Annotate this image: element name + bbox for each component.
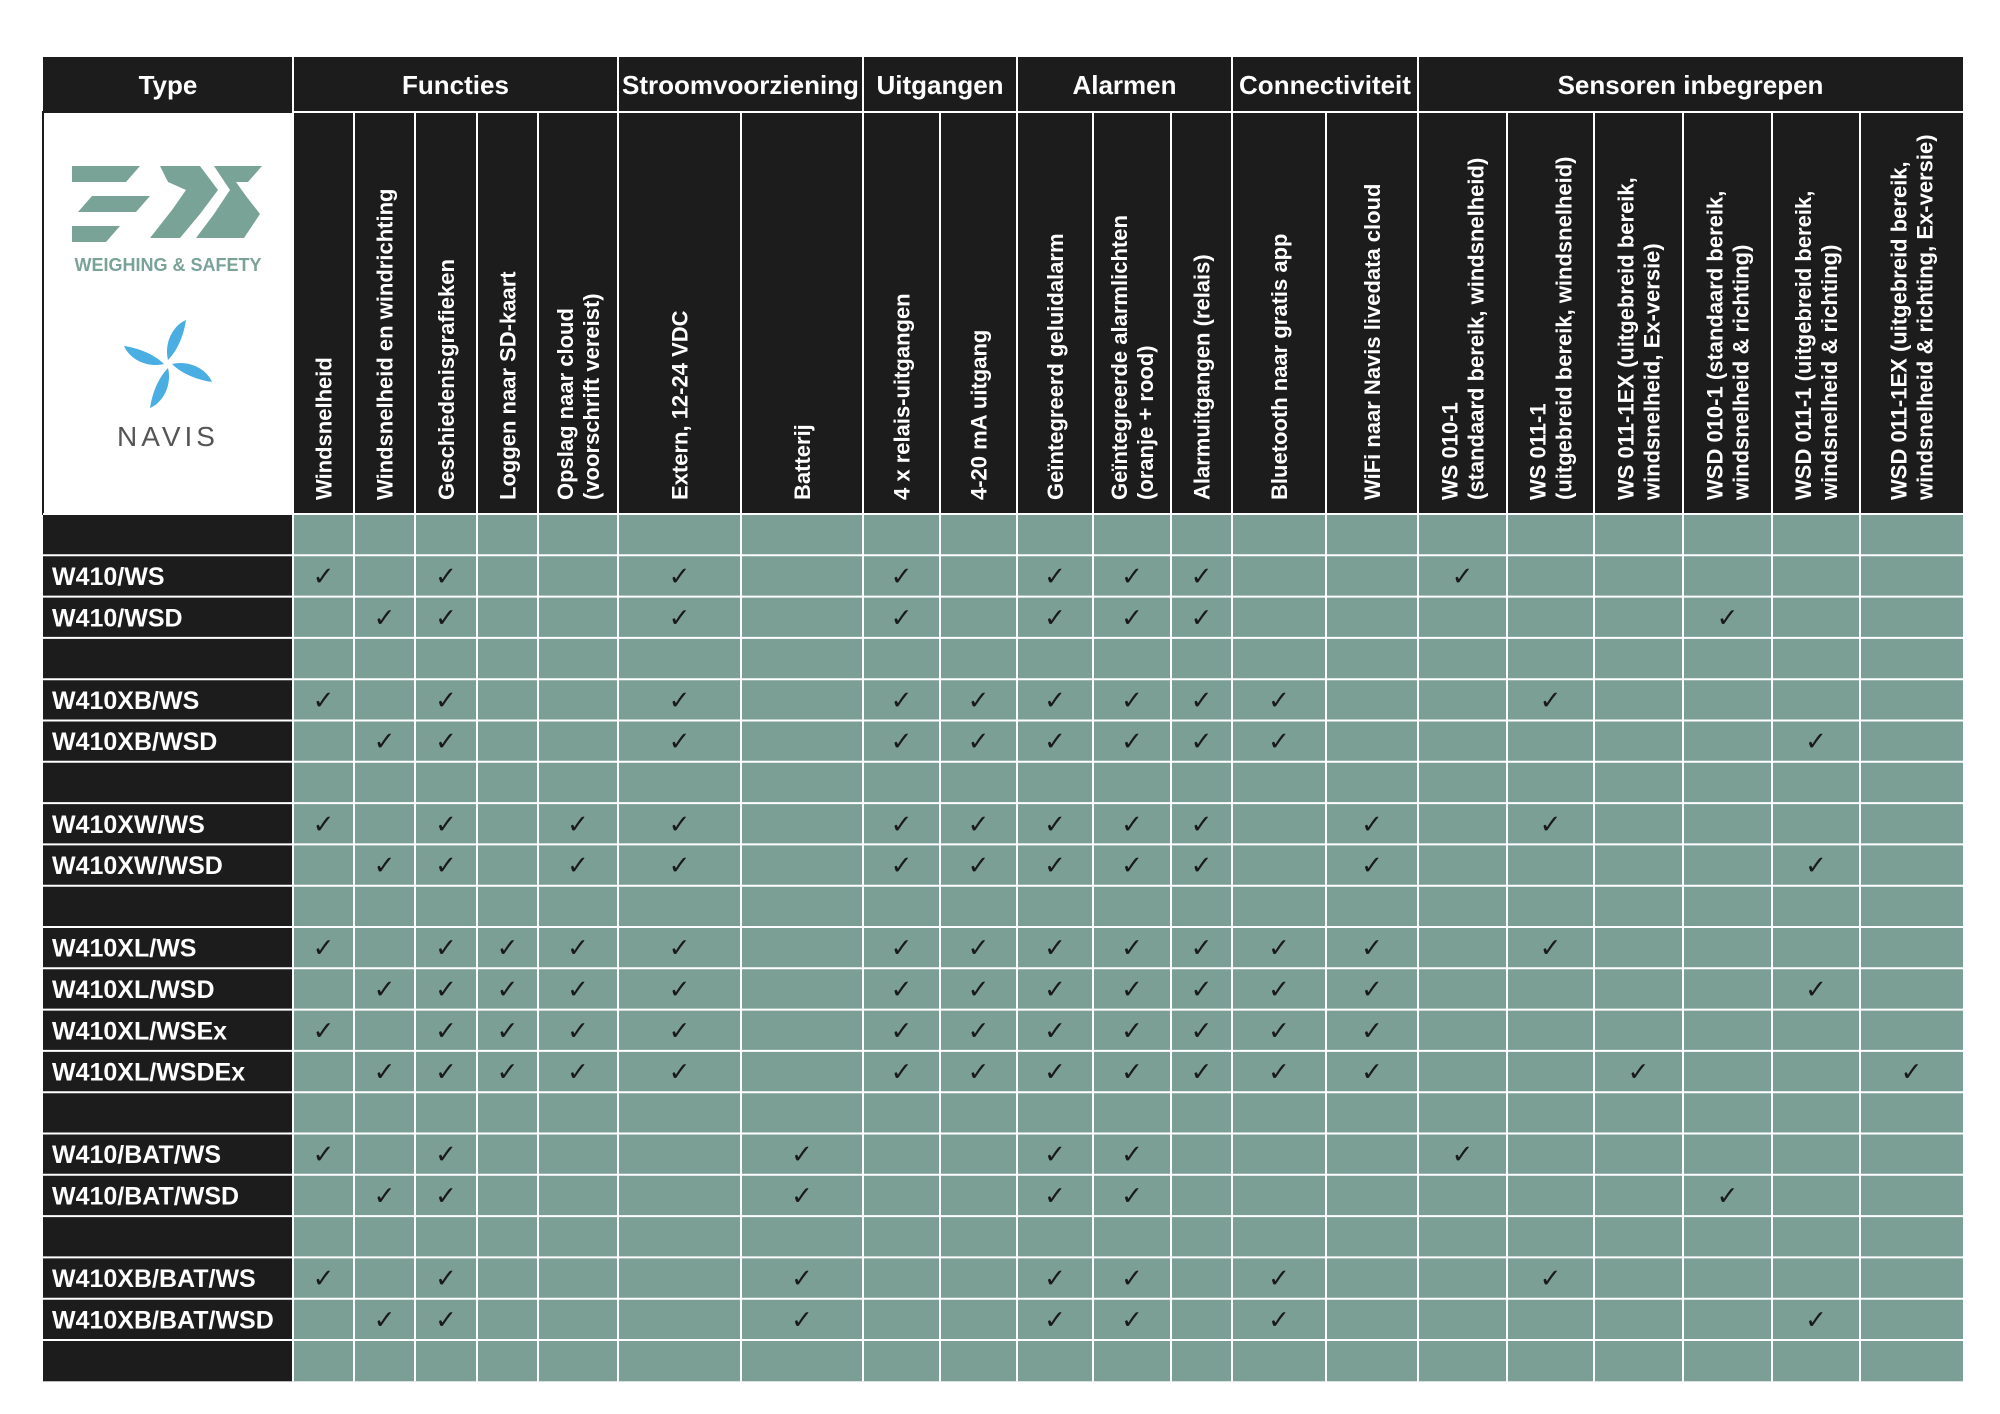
check-mark: ✓ <box>890 850 913 881</box>
check-mark: ✓ <box>1539 808 1562 839</box>
check-mark: ✓ <box>668 808 691 839</box>
row-label: W410XW/WSD <box>52 852 223 881</box>
row-label: W410/BAT/WSD <box>52 1182 240 1211</box>
check-mark: ✓ <box>1268 973 1290 1004</box>
check-mark: ✓ <box>1044 808 1066 839</box>
column-header-label: WiFi naar Navis livedata cloud <box>1360 183 1385 500</box>
column-header-label: WS 011-1EX (uitgebreid bereik, <box>1613 177 1639 500</box>
row-label: W410/WSD <box>52 604 183 633</box>
check-mark: ✓ <box>668 560 691 591</box>
check-mark: ✓ <box>967 1056 990 1087</box>
row-label: W410XL/WS <box>52 934 197 963</box>
row-label: W410/WS <box>52 562 165 591</box>
check-mark: ✓ <box>1190 973 1213 1004</box>
check-mark: ✓ <box>435 973 457 1004</box>
column-header-label: Loggen naar SD-kaart <box>495 271 521 500</box>
check-mark: ✓ <box>890 726 913 757</box>
check-mark: ✓ <box>1268 684 1290 715</box>
check-mark: ✓ <box>567 1056 589 1087</box>
check-mark: ✓ <box>967 1015 990 1046</box>
column-header-label: (voorschrift vereist) <box>579 293 604 500</box>
check-mark: ✓ <box>312 560 335 591</box>
check-mark: ✓ <box>373 1056 396 1087</box>
check-mark: ✓ <box>312 1263 335 1294</box>
check-mark: ✓ <box>1044 1015 1066 1046</box>
check-mark: ✓ <box>1121 1056 1143 1087</box>
check-mark: ✓ <box>890 684 913 715</box>
check-mark: ✓ <box>1361 1056 1383 1087</box>
check-mark: ✓ <box>435 808 457 839</box>
check-mark: ✓ <box>1805 850 1827 881</box>
check-mark: ✓ <box>1121 1304 1143 1335</box>
check-mark: ✓ <box>435 1180 457 1211</box>
column-header-label: Geschiedenisgrafieken <box>434 259 459 500</box>
check-mark: ✓ <box>435 1139 457 1170</box>
check-mark: ✓ <box>1121 684 1143 715</box>
row-label: W410XL/WSD <box>52 975 215 1004</box>
check-mark: ✓ <box>435 850 457 881</box>
check-mark: ✓ <box>435 1304 457 1335</box>
check-mark: ✓ <box>1190 850 1213 881</box>
check-mark: ✓ <box>1121 1139 1143 1170</box>
group-header: Alarmen <box>1072 70 1177 100</box>
column-header-label: Opslag naar cloud <box>553 308 578 500</box>
column-header-label: windsnelheid & richting, Ex-versie) <box>1912 134 1938 500</box>
check-mark: ✓ <box>435 1056 457 1087</box>
check-mark: ✓ <box>1451 560 1474 591</box>
check-mark: ✓ <box>668 932 691 963</box>
column-header-label: WSD 011-1EX (uitgebreid bereik, <box>1886 161 1912 500</box>
matrix-grid <box>43 57 1963 1381</box>
check-mark: ✓ <box>1805 973 1827 1004</box>
check-mark: ✓ <box>1044 1304 1066 1335</box>
check-mark: ✓ <box>1268 726 1290 757</box>
check-mark: ✓ <box>890 973 913 1004</box>
check-mark: ✓ <box>1539 684 1562 715</box>
check-mark: ✓ <box>1121 560 1143 591</box>
check-mark: ✓ <box>435 932 457 963</box>
check-mark: ✓ <box>1044 1263 1066 1294</box>
check-mark: ✓ <box>1044 726 1066 757</box>
check-mark: ✓ <box>373 850 396 881</box>
check-mark: ✓ <box>567 850 589 881</box>
group-header: Uitgangen <box>876 70 1004 100</box>
check-mark: ✓ <box>1044 973 1066 1004</box>
check-mark: ✓ <box>1361 1015 1383 1046</box>
check-mark: ✓ <box>1190 560 1213 591</box>
check-mark: ✓ <box>312 1015 335 1046</box>
check-mark: ✓ <box>1539 1263 1562 1294</box>
check-mark: ✓ <box>1190 932 1213 963</box>
column-header-label: Windsnelheid en windrichting <box>372 188 398 500</box>
check-mark: ✓ <box>1900 1056 1923 1087</box>
column-header-label: Windsnelheid <box>311 357 337 500</box>
check-mark: ✓ <box>1268 1263 1290 1294</box>
type-header: Type <box>138 70 198 100</box>
column-header-label: windsnelheid, Ex-versie) <box>1639 243 1665 500</box>
check-mark: ✓ <box>496 1056 519 1087</box>
column-header-label: WSD 011-1 (uitgebreid bereik, <box>1791 190 1816 500</box>
check-mark: ✓ <box>1044 602 1066 633</box>
check-mark: ✓ <box>373 1180 396 1211</box>
check-mark: ✓ <box>1044 684 1066 715</box>
check-mark: ✓ <box>890 808 913 839</box>
group-header: Connectiviteit <box>1239 70 1411 100</box>
check-mark: ✓ <box>435 684 457 715</box>
check-mark: ✓ <box>435 1015 457 1046</box>
check-mark: ✓ <box>435 1263 457 1294</box>
check-mark: ✓ <box>435 602 457 633</box>
check-mark: ✓ <box>1044 560 1066 591</box>
check-mark: ✓ <box>1361 808 1383 839</box>
column-header-label: WS 011-1 <box>1525 403 1551 500</box>
column-header-label: Batterij <box>790 424 815 500</box>
row-label: W410XB/BAT/WS <box>52 1265 256 1294</box>
check-mark: ✓ <box>567 932 589 963</box>
row-label: W410XW/WS <box>52 810 205 839</box>
check-mark: ✓ <box>1121 808 1143 839</box>
check-mark: ✓ <box>1121 973 1143 1004</box>
check-mark: ✓ <box>1190 726 1213 757</box>
check-mark: ✓ <box>668 726 691 757</box>
check-mark: ✓ <box>890 1056 913 1087</box>
check-mark: ✓ <box>1451 1139 1474 1170</box>
check-mark: ✓ <box>967 726 990 757</box>
check-mark: ✓ <box>496 973 519 1004</box>
check-mark: ✓ <box>1121 850 1143 881</box>
check-mark: ✓ <box>890 602 913 633</box>
check-mark: ✓ <box>373 726 396 757</box>
column-header-label: 4 x relais-uitgangen <box>889 293 915 500</box>
column-header-label: windsnelheid & richting) <box>1817 244 1842 500</box>
check-mark: ✓ <box>668 602 691 633</box>
row-label: W410XL/WSDEx <box>52 1058 246 1087</box>
check-mark: ✓ <box>1190 1015 1213 1046</box>
check-mark: ✓ <box>373 1304 396 1335</box>
check-mark: ✓ <box>1044 932 1066 963</box>
check-mark: ✓ <box>967 973 990 1004</box>
check-mark: ✓ <box>1716 602 1739 633</box>
check-mark: ✓ <box>373 602 396 633</box>
group-header: Sensoren inbegrepen <box>1557 70 1824 100</box>
column-header-label: Geïntegreerd geluidalarm <box>1043 233 1068 500</box>
check-mark: ✓ <box>1190 808 1213 839</box>
row-label: W410XB/WS <box>52 686 200 715</box>
check-mark: ✓ <box>1121 1263 1143 1294</box>
check-mark: ✓ <box>1539 932 1562 963</box>
check-mark: ✓ <box>1044 1056 1066 1087</box>
column-header-label: Geïntegreerde alarmlichten <box>1107 215 1132 500</box>
check-mark: ✓ <box>1805 726 1827 757</box>
check-mark: ✓ <box>1627 1056 1650 1087</box>
check-mark: ✓ <box>567 808 589 839</box>
check-mark: ✓ <box>1268 932 1290 963</box>
check-mark: ✓ <box>312 684 335 715</box>
row-label: W410XB/WSD <box>52 728 218 757</box>
check-mark: ✓ <box>1716 1180 1739 1211</box>
check-mark: ✓ <box>1268 1304 1290 1335</box>
check-mark: ✓ <box>967 808 990 839</box>
check-mark: ✓ <box>1121 1015 1143 1046</box>
navis-logo: NAVIS <box>117 421 219 452</box>
check-mark: ✓ <box>1121 726 1143 757</box>
check-mark: ✓ <box>791 1263 813 1294</box>
check-mark: ✓ <box>312 808 335 839</box>
column-header-label: Extern, 12-24 VDC <box>667 310 693 500</box>
check-mark: ✓ <box>1190 684 1213 715</box>
check-mark: ✓ <box>1190 1056 1213 1087</box>
check-mark: ✓ <box>1805 1304 1827 1335</box>
column-header-label: WS 010-1 <box>1437 402 1463 500</box>
row-label: W410XB/BAT/WSD <box>52 1306 274 1335</box>
check-mark: ✓ <box>890 560 913 591</box>
check-mark: ✓ <box>668 850 691 881</box>
weighing-safety-logo: WEIGHING & SAFETY <box>74 255 262 275</box>
check-mark: ✓ <box>435 560 457 591</box>
column-header-label: Alarmuitgangen (relais) <box>1189 254 1215 500</box>
check-mark: ✓ <box>1268 1056 1290 1087</box>
check-mark: ✓ <box>496 1015 519 1046</box>
check-mark: ✓ <box>668 1015 691 1046</box>
group-header: Stroomvoorziening <box>622 70 859 100</box>
column-header-label: windsnelheid & richting) <box>1728 244 1754 500</box>
check-mark: ✓ <box>668 684 691 715</box>
column-header-label: WSD 010-1 (standaard bereik, <box>1702 190 1728 500</box>
check-mark: ✓ <box>312 1139 335 1170</box>
column-header-label: (uitgebreid bereik, windsnelheid) <box>1551 156 1577 500</box>
column-header-label: Bluetooth naar gratis app <box>1267 233 1292 500</box>
check-mark: ✓ <box>1044 850 1066 881</box>
group-header: Functies <box>402 70 509 100</box>
check-mark: ✓ <box>967 932 990 963</box>
check-mark: ✓ <box>890 932 913 963</box>
check-mark: ✓ <box>791 1139 813 1170</box>
column-header-label: (standaard bereik, windsnelheid) <box>1463 157 1489 500</box>
check-mark: ✓ <box>791 1304 813 1335</box>
check-mark: ✓ <box>1190 602 1213 633</box>
check-mark: ✓ <box>967 684 990 715</box>
check-mark: ✓ <box>1121 932 1143 963</box>
check-mark: ✓ <box>496 932 519 963</box>
check-mark: ✓ <box>1361 973 1383 1004</box>
check-mark: ✓ <box>373 973 396 1004</box>
check-mark: ✓ <box>567 973 589 1004</box>
row-label: W410/BAT/WS <box>52 1141 221 1170</box>
check-mark: ✓ <box>791 1180 813 1211</box>
check-mark: ✓ <box>1044 1139 1066 1170</box>
check-mark: ✓ <box>890 1015 913 1046</box>
column-header-label: (oranje + rood) <box>1133 345 1158 500</box>
check-mark: ✓ <box>1044 1180 1066 1211</box>
check-mark: ✓ <box>1361 932 1383 963</box>
check-mark: ✓ <box>668 1056 691 1087</box>
check-mark: ✓ <box>312 932 335 963</box>
check-mark: ✓ <box>1361 850 1383 881</box>
row-label: W410XL/WSEx <box>52 1017 228 1046</box>
column-header-label: 4-20 mA uitgang <box>966 329 992 500</box>
check-mark: ✓ <box>1121 1180 1143 1211</box>
check-mark: ✓ <box>1121 602 1143 633</box>
check-mark: ✓ <box>567 1015 589 1046</box>
check-mark: ✓ <box>967 850 990 881</box>
check-mark: ✓ <box>668 973 691 1004</box>
check-mark: ✓ <box>1268 1015 1290 1046</box>
check-mark: ✓ <box>435 726 457 757</box>
